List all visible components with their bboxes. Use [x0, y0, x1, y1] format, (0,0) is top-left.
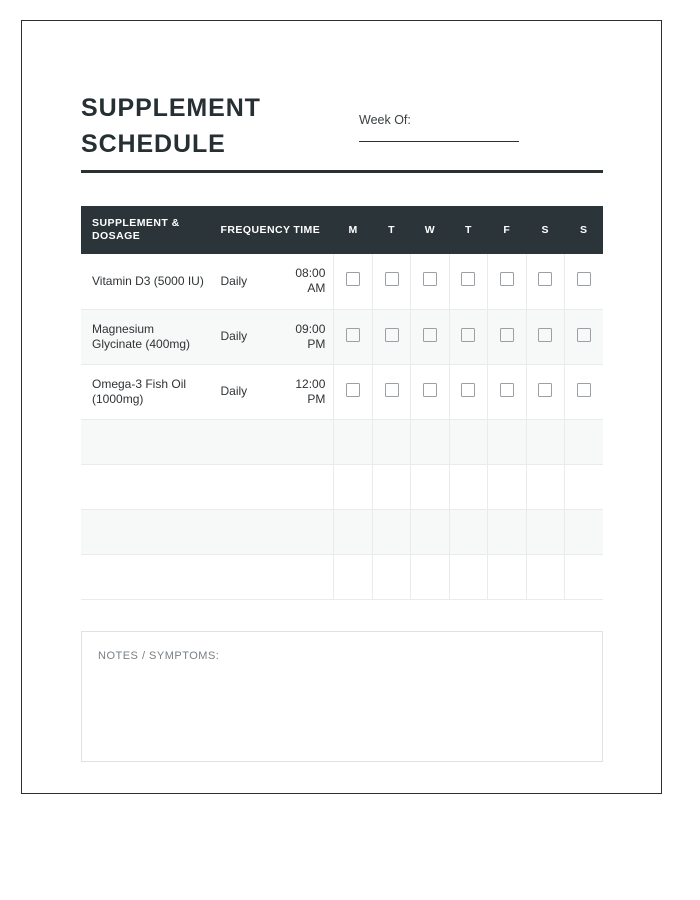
table-body	[81, 254, 603, 599]
checkbox-icon[interactable]	[385, 272, 399, 286]
cell-day-empty[interactable]	[565, 554, 604, 599]
cell-day-checkbox[interactable]	[334, 254, 372, 309]
sheet-content	[81, 80, 603, 762]
cell-empty[interactable]	[81, 419, 213, 464]
cell-day-checkbox[interactable]	[449, 309, 487, 364]
cell-day-empty[interactable]	[334, 419, 372, 464]
checkbox-icon[interactable]	[538, 328, 552, 342]
page-title-line-1: SUPPLEMENT	[81, 94, 261, 122]
cell-day-empty[interactable]	[372, 509, 410, 554]
column-header-day-0: M	[334, 206, 372, 254]
week-of-field[interactable]	[359, 80, 549, 142]
cell-day-checkbox[interactable]	[372, 309, 410, 364]
cell-day-empty[interactable]	[334, 509, 372, 554]
cell-day-empty[interactable]	[526, 509, 564, 554]
cell-day-empty[interactable]	[488, 509, 526, 554]
checkbox-icon[interactable]	[423, 272, 437, 286]
cell-day-empty[interactable]	[488, 554, 526, 599]
checkbox-icon[interactable]	[500, 328, 514, 342]
cell-day-checkbox[interactable]	[565, 309, 604, 364]
column-header-frequency: FREQUENCY	[213, 206, 286, 254]
cell-empty[interactable]	[213, 509, 286, 554]
cell-day-checkbox[interactable]	[411, 309, 449, 364]
cell-day-checkbox[interactable]	[565, 254, 604, 309]
table-row-empty[interactable]	[81, 554, 603, 599]
checkbox-icon[interactable]	[423, 383, 437, 397]
cell-day-empty[interactable]	[526, 554, 564, 599]
table-header	[81, 206, 603, 254]
cell-day-empty[interactable]	[372, 419, 410, 464]
checkbox-icon[interactable]	[500, 272, 514, 286]
cell-supplement: Vitamin D3 (5000 IU)	[81, 254, 213, 309]
header-divider-rule	[81, 170, 603, 173]
cell-day-checkbox[interactable]	[411, 364, 449, 419]
column-header-supplement: SUPPLEMENT & DOSAGE	[81, 206, 213, 254]
cell-day-checkbox[interactable]	[526, 364, 564, 419]
cell-day-checkbox[interactable]	[334, 364, 372, 419]
table-row	[81, 254, 603, 309]
checkbox-icon[interactable]	[538, 272, 552, 286]
checkbox-icon[interactable]	[577, 328, 591, 342]
cell-time: 12:00 PM	[285, 364, 334, 419]
cell-supplement: Omega-3 Fish Oil (1000mg)	[81, 364, 213, 419]
cell-day-checkbox[interactable]	[411, 254, 449, 309]
cell-day-checkbox[interactable]	[488, 254, 526, 309]
cell-frequency: Daily	[213, 254, 286, 309]
week-of-input-line[interactable]	[359, 141, 519, 142]
checkbox-icon[interactable]	[500, 383, 514, 397]
notes-symptoms-box[interactable]	[81, 631, 603, 762]
column-header-day-2: W	[411, 206, 449, 254]
column-header-time: TIME	[285, 206, 334, 254]
cell-day-checkbox[interactable]	[449, 364, 487, 419]
cell-day-empty[interactable]	[411, 554, 449, 599]
cell-day-empty[interactable]	[488, 464, 526, 509]
cell-empty[interactable]	[213, 464, 286, 509]
checkbox-icon[interactable]	[538, 383, 552, 397]
page-title	[81, 80, 261, 162]
cell-empty[interactable]	[81, 554, 213, 599]
checkbox-icon[interactable]	[346, 328, 360, 342]
cell-day-checkbox[interactable]	[334, 309, 372, 364]
table-row-empty[interactable]	[81, 464, 603, 509]
checkbox-icon[interactable]	[461, 272, 475, 286]
cell-day-checkbox[interactable]	[565, 364, 604, 419]
cell-empty[interactable]	[285, 554, 334, 599]
table-header-row	[81, 206, 603, 254]
cell-day-empty[interactable]	[411, 419, 449, 464]
cell-day-empty[interactable]	[565, 509, 604, 554]
cell-day-checkbox[interactable]	[449, 254, 487, 309]
cell-day-empty[interactable]	[411, 464, 449, 509]
column-header-day-4: F	[488, 206, 526, 254]
table-row	[81, 309, 603, 364]
column-header-day-1: T	[372, 206, 410, 254]
cell-empty[interactable]	[81, 464, 213, 509]
document-header	[81, 80, 603, 166]
week-of-label: Week Of:	[359, 113, 411, 127]
checkbox-icon[interactable]	[577, 272, 591, 286]
cell-day-checkbox[interactable]	[372, 364, 410, 419]
cell-time: 08:00 AM	[285, 254, 334, 309]
cell-day-empty[interactable]	[334, 464, 372, 509]
cell-day-empty[interactable]	[411, 509, 449, 554]
checkbox-icon[interactable]	[461, 383, 475, 397]
cell-empty[interactable]	[285, 464, 334, 509]
table-row-empty[interactable]	[81, 509, 603, 554]
cell-day-empty[interactable]	[372, 464, 410, 509]
cell-day-empty[interactable]	[372, 554, 410, 599]
cell-day-checkbox[interactable]	[526, 254, 564, 309]
cell-empty[interactable]	[81, 509, 213, 554]
cell-day-empty[interactable]	[449, 509, 487, 554]
checkbox-icon[interactable]	[577, 383, 591, 397]
page-title-line-2: SCHEDULE	[81, 130, 226, 158]
cell-day-empty[interactable]	[526, 419, 564, 464]
cell-day-checkbox[interactable]	[488, 364, 526, 419]
cell-day-empty[interactable]	[488, 419, 526, 464]
cell-empty[interactable]	[285, 419, 334, 464]
column-header-day-6: S	[565, 206, 604, 254]
notes-label: NOTES / SYMPTOMS:	[98, 649, 220, 662]
checkbox-icon[interactable]	[385, 383, 399, 397]
cell-empty[interactable]	[213, 554, 286, 599]
cell-day-empty[interactable]	[526, 464, 564, 509]
cell-day-empty[interactable]	[334, 554, 372, 599]
table-row	[81, 364, 603, 419]
checkbox-icon[interactable]	[461, 328, 475, 342]
supplement-schedule-table	[81, 206, 603, 600]
cell-day-checkbox[interactable]	[488, 309, 526, 364]
cell-day-empty[interactable]	[565, 419, 604, 464]
cell-supplement: Magnesium Glycinate (400mg)	[81, 309, 213, 364]
checkbox-icon[interactable]	[423, 328, 437, 342]
cell-empty[interactable]	[285, 509, 334, 554]
column-header-day-5: S	[526, 206, 564, 254]
cell-day-empty[interactable]	[565, 464, 604, 509]
table-row-empty[interactable]	[81, 419, 603, 464]
cell-day-checkbox[interactable]	[526, 309, 564, 364]
cell-frequency: Daily	[213, 309, 286, 364]
cell-day-empty[interactable]	[449, 419, 487, 464]
cell-day-empty[interactable]	[449, 554, 487, 599]
cell-time: 09:00 PM	[285, 309, 334, 364]
cell-empty[interactable]	[213, 419, 286, 464]
cell-frequency: Daily	[213, 364, 286, 419]
checkbox-icon[interactable]	[346, 383, 360, 397]
checkbox-icon[interactable]	[385, 328, 399, 342]
column-header-day-3: T	[449, 206, 487, 254]
checkbox-icon[interactable]	[346, 272, 360, 286]
cell-day-checkbox[interactable]	[372, 254, 410, 309]
cell-day-empty[interactable]	[449, 464, 487, 509]
printable-page-sheet	[21, 20, 662, 794]
